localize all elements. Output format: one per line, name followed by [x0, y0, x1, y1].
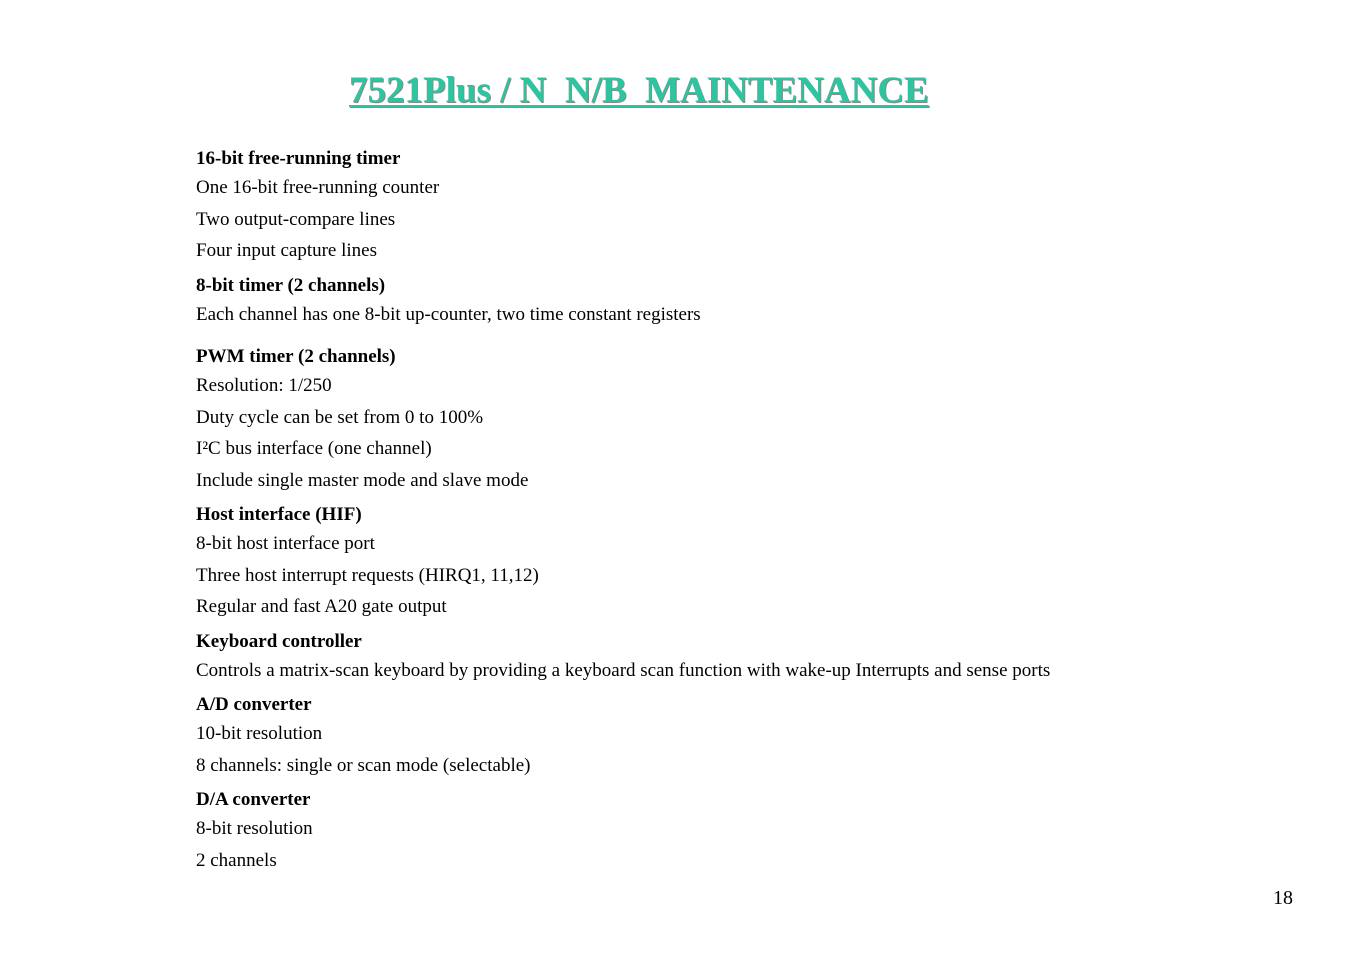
section-heading: Keyboard controller — [196, 630, 362, 652]
section-line: Four input capture lines — [196, 240, 377, 261]
section-line: Controls a matrix-scan keyboard by providing a keyboard scan function with wake-up Interrupts and sense ports — [196, 659, 1051, 681]
section-line: Duty cycle can be set from 0 to 100% — [196, 406, 484, 428]
section-line: I²C bus interface (one channel) — [196, 438, 432, 459]
section-pwm-timer — [196, 344, 1246, 496]
section-heading: A/D converter — [196, 694, 312, 715]
section-heading: PWM timer (2 channels) — [196, 346, 396, 367]
section-8bit-timer — [196, 273, 1246, 331]
section-line: 8-bit host interface port — [196, 533, 375, 554]
section-heading: D/A converter — [196, 789, 311, 810]
section-host-interface — [196, 502, 1246, 623]
section-heading: 8-bit timer (2 channels) — [196, 274, 386, 296]
page-number: 18 — [1273, 887, 1293, 909]
section-heading: Host interface (HIF) — [196, 504, 362, 525]
section-line: Include single master mode and slave mode — [196, 469, 529, 491]
section-da-converter — [196, 787, 1246, 876]
section-line: Two output-compare lines — [196, 208, 396, 230]
section-heading: 16-bit free-running timer — [196, 148, 401, 169]
section-free-running-timer — [196, 146, 1246, 267]
section-line: 8-bit resolution — [196, 818, 313, 839]
section-line: 8 channels: single or scan mode (selectable) — [196, 754, 531, 776]
section-line: 10-bit resolution — [196, 723, 323, 744]
section-ad-converter — [196, 692, 1246, 781]
section-line: Resolution: 1/250 — [196, 375, 332, 396]
section-line: Regular and fast A20 gate output — [196, 596, 447, 617]
section-keyboard-controller — [196, 629, 1246, 687]
section-line: Three host interrupt requests (HIRQ1, 11,12) — [196, 564, 539, 586]
spec-content — [196, 146, 1246, 882]
section-line: One 16-bit free-running counter — [196, 177, 440, 198]
section-line: Each channel has one 8-bit up-counter, two time constant registers — [196, 303, 701, 325]
page-title: 7521Plus / N N/B MAINTENANCE — [349, 70, 929, 111]
section-line: 2 channels — [196, 849, 277, 871]
